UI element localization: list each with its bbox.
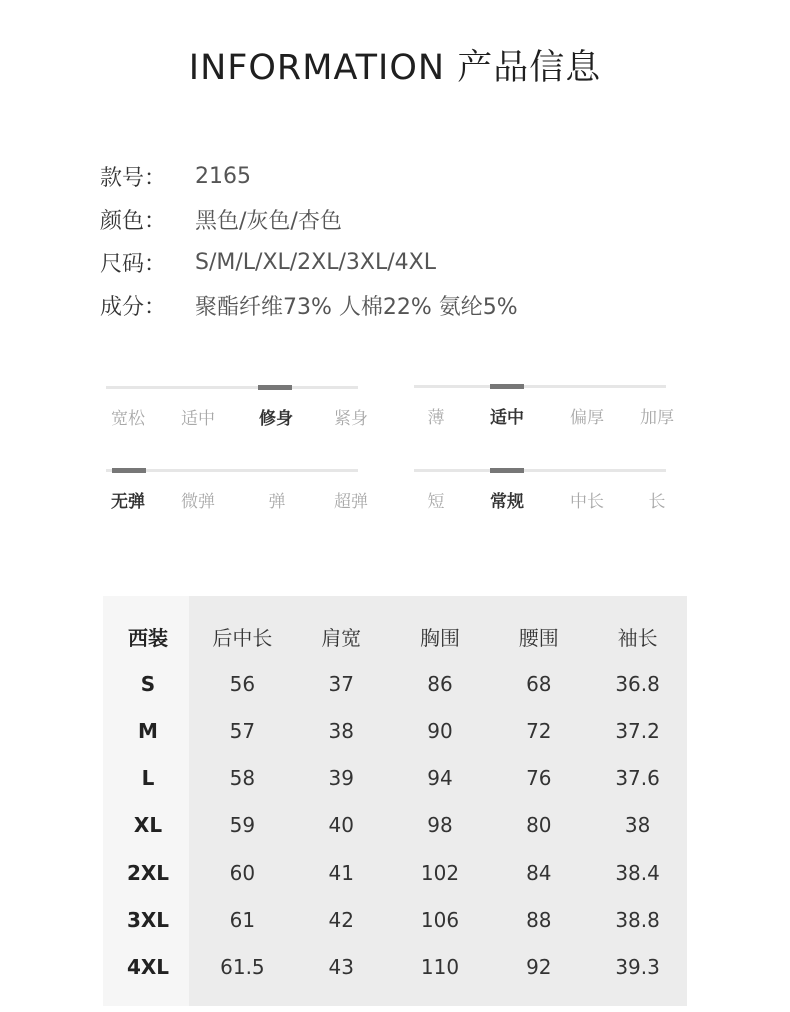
thickness-option: 加厚 (640, 408, 674, 428)
table-cell-size: 3XL (126, 907, 170, 932)
elasticity-option: 超弹 (334, 492, 368, 512)
table-cell: 39.3 (615, 954, 660, 979)
info-value: 黑色/灰色/杏色 (195, 209, 342, 234)
table-cell: 38.4 (615, 860, 660, 885)
length-option: 短 (427, 492, 445, 512)
product-info (100, 155, 518, 327)
fit-option: 紧身 (334, 409, 368, 429)
table-header: 袖长 (617, 626, 658, 651)
table-cell: 84 (526, 860, 552, 885)
scale-track (414, 385, 666, 388)
table-cell: 38 (624, 813, 651, 838)
table-cell: 37 (328, 671, 354, 696)
elasticity-option: 弹 (268, 492, 286, 512)
table-cell: 43 (328, 954, 354, 979)
table-cell: 88 (526, 907, 552, 932)
info-value: 2165 (195, 164, 251, 189)
length-option: 中长 (570, 492, 604, 512)
table-header: 西装 (128, 626, 168, 651)
table-cell: 90 (427, 718, 453, 743)
table-cell: 41 (328, 860, 354, 885)
info-row-material (100, 284, 518, 327)
info-label: 颜色： (100, 209, 167, 234)
fit-option: 宽松 (111, 409, 145, 429)
info-label: 尺码： (100, 252, 167, 277)
table-cell: 80 (526, 813, 552, 838)
table-cell: 61.5 (220, 954, 265, 979)
info-label: 款号： (100, 166, 167, 191)
scale-selected-marker (490, 384, 524, 389)
info-row-color (100, 198, 518, 241)
table-cell-size: XL (133, 813, 163, 838)
table-cell: 56 (229, 671, 256, 696)
thickness-option: 偏厚 (570, 408, 604, 428)
table-header: 腰围 (518, 626, 559, 651)
table-cell: 106 (420, 907, 460, 932)
table-cell: 110 (420, 954, 460, 979)
table-cell-size: 2XL (126, 860, 170, 885)
table-cell: 102 (420, 860, 460, 885)
table-cell: 38 (328, 718, 354, 743)
thickness-option-selected: 适中 (490, 408, 524, 428)
scale-selected-marker (258, 385, 292, 390)
table-cell: 40 (328, 813, 354, 838)
table-cell: 36.8 (615, 671, 660, 696)
size-chart (103, 613, 687, 991)
fit-scale (106, 386, 368, 446)
scale-track (414, 469, 666, 472)
table-cell: 61 (229, 907, 256, 932)
info-row-style-number (100, 155, 518, 198)
table-header-row (103, 613, 687, 660)
table-cell: 94 (427, 766, 453, 791)
table-cell: 39 (328, 766, 354, 791)
table-row (103, 802, 687, 849)
elasticity-option: 微弹 (181, 492, 215, 512)
table-cell: 37.2 (615, 718, 660, 743)
table-header: 后中长 (212, 626, 273, 651)
scale-track (106, 386, 358, 389)
table-cell: 42 (328, 907, 354, 932)
table-cell: 68 (526, 671, 552, 696)
table-row (103, 896, 687, 943)
table-cell: 60 (229, 860, 256, 885)
thickness-scale (414, 385, 674, 445)
table-cell: 72 (526, 718, 552, 743)
table-cell: 76 (526, 766, 552, 791)
table-cell-size: M (138, 718, 158, 743)
length-option: 长 (648, 492, 666, 512)
table-row (103, 707, 687, 754)
table-row (103, 755, 687, 802)
table-cell: 92 (526, 954, 552, 979)
table-cell: 86 (427, 671, 453, 696)
table-cell-size: S (140, 671, 156, 696)
table-cell: 57 (229, 718, 256, 743)
table-cell: 59 (229, 813, 256, 838)
length-option-selected: 常规 (490, 492, 524, 512)
table-cell: 38.8 (615, 907, 660, 932)
scale-selected-marker (490, 468, 524, 473)
scale-selected-marker (112, 468, 146, 473)
elasticity-scale (106, 469, 368, 529)
table-header: 胸围 (419, 626, 460, 651)
table-row (103, 943, 687, 990)
table-row (103, 849, 687, 896)
table-cell: 37.6 (615, 766, 660, 791)
table-cell: 58 (229, 766, 256, 791)
table-cell: 98 (427, 813, 453, 838)
info-label: 成分： (100, 295, 167, 320)
info-row-size (100, 241, 518, 284)
fit-option-selected: 修身 (259, 409, 293, 429)
page-title: INFORMATION 产品信息 (188, 48, 602, 88)
length-scale (414, 469, 666, 529)
table-row (103, 660, 687, 707)
info-value: S/M/L/XL/2XL/3XL/4XL (195, 250, 436, 275)
fit-option: 适中 (181, 409, 215, 429)
info-value: 聚酯纤维73% 人棉22% 氨纶5% (195, 295, 518, 320)
size-table (103, 596, 687, 1006)
table-cell-size: L (141, 766, 155, 791)
table-cell-size: 4XL (126, 954, 170, 979)
table-header: 肩宽 (321, 626, 362, 651)
thickness-option: 薄 (427, 408, 445, 428)
elasticity-option-selected: 无弹 (111, 492, 145, 512)
